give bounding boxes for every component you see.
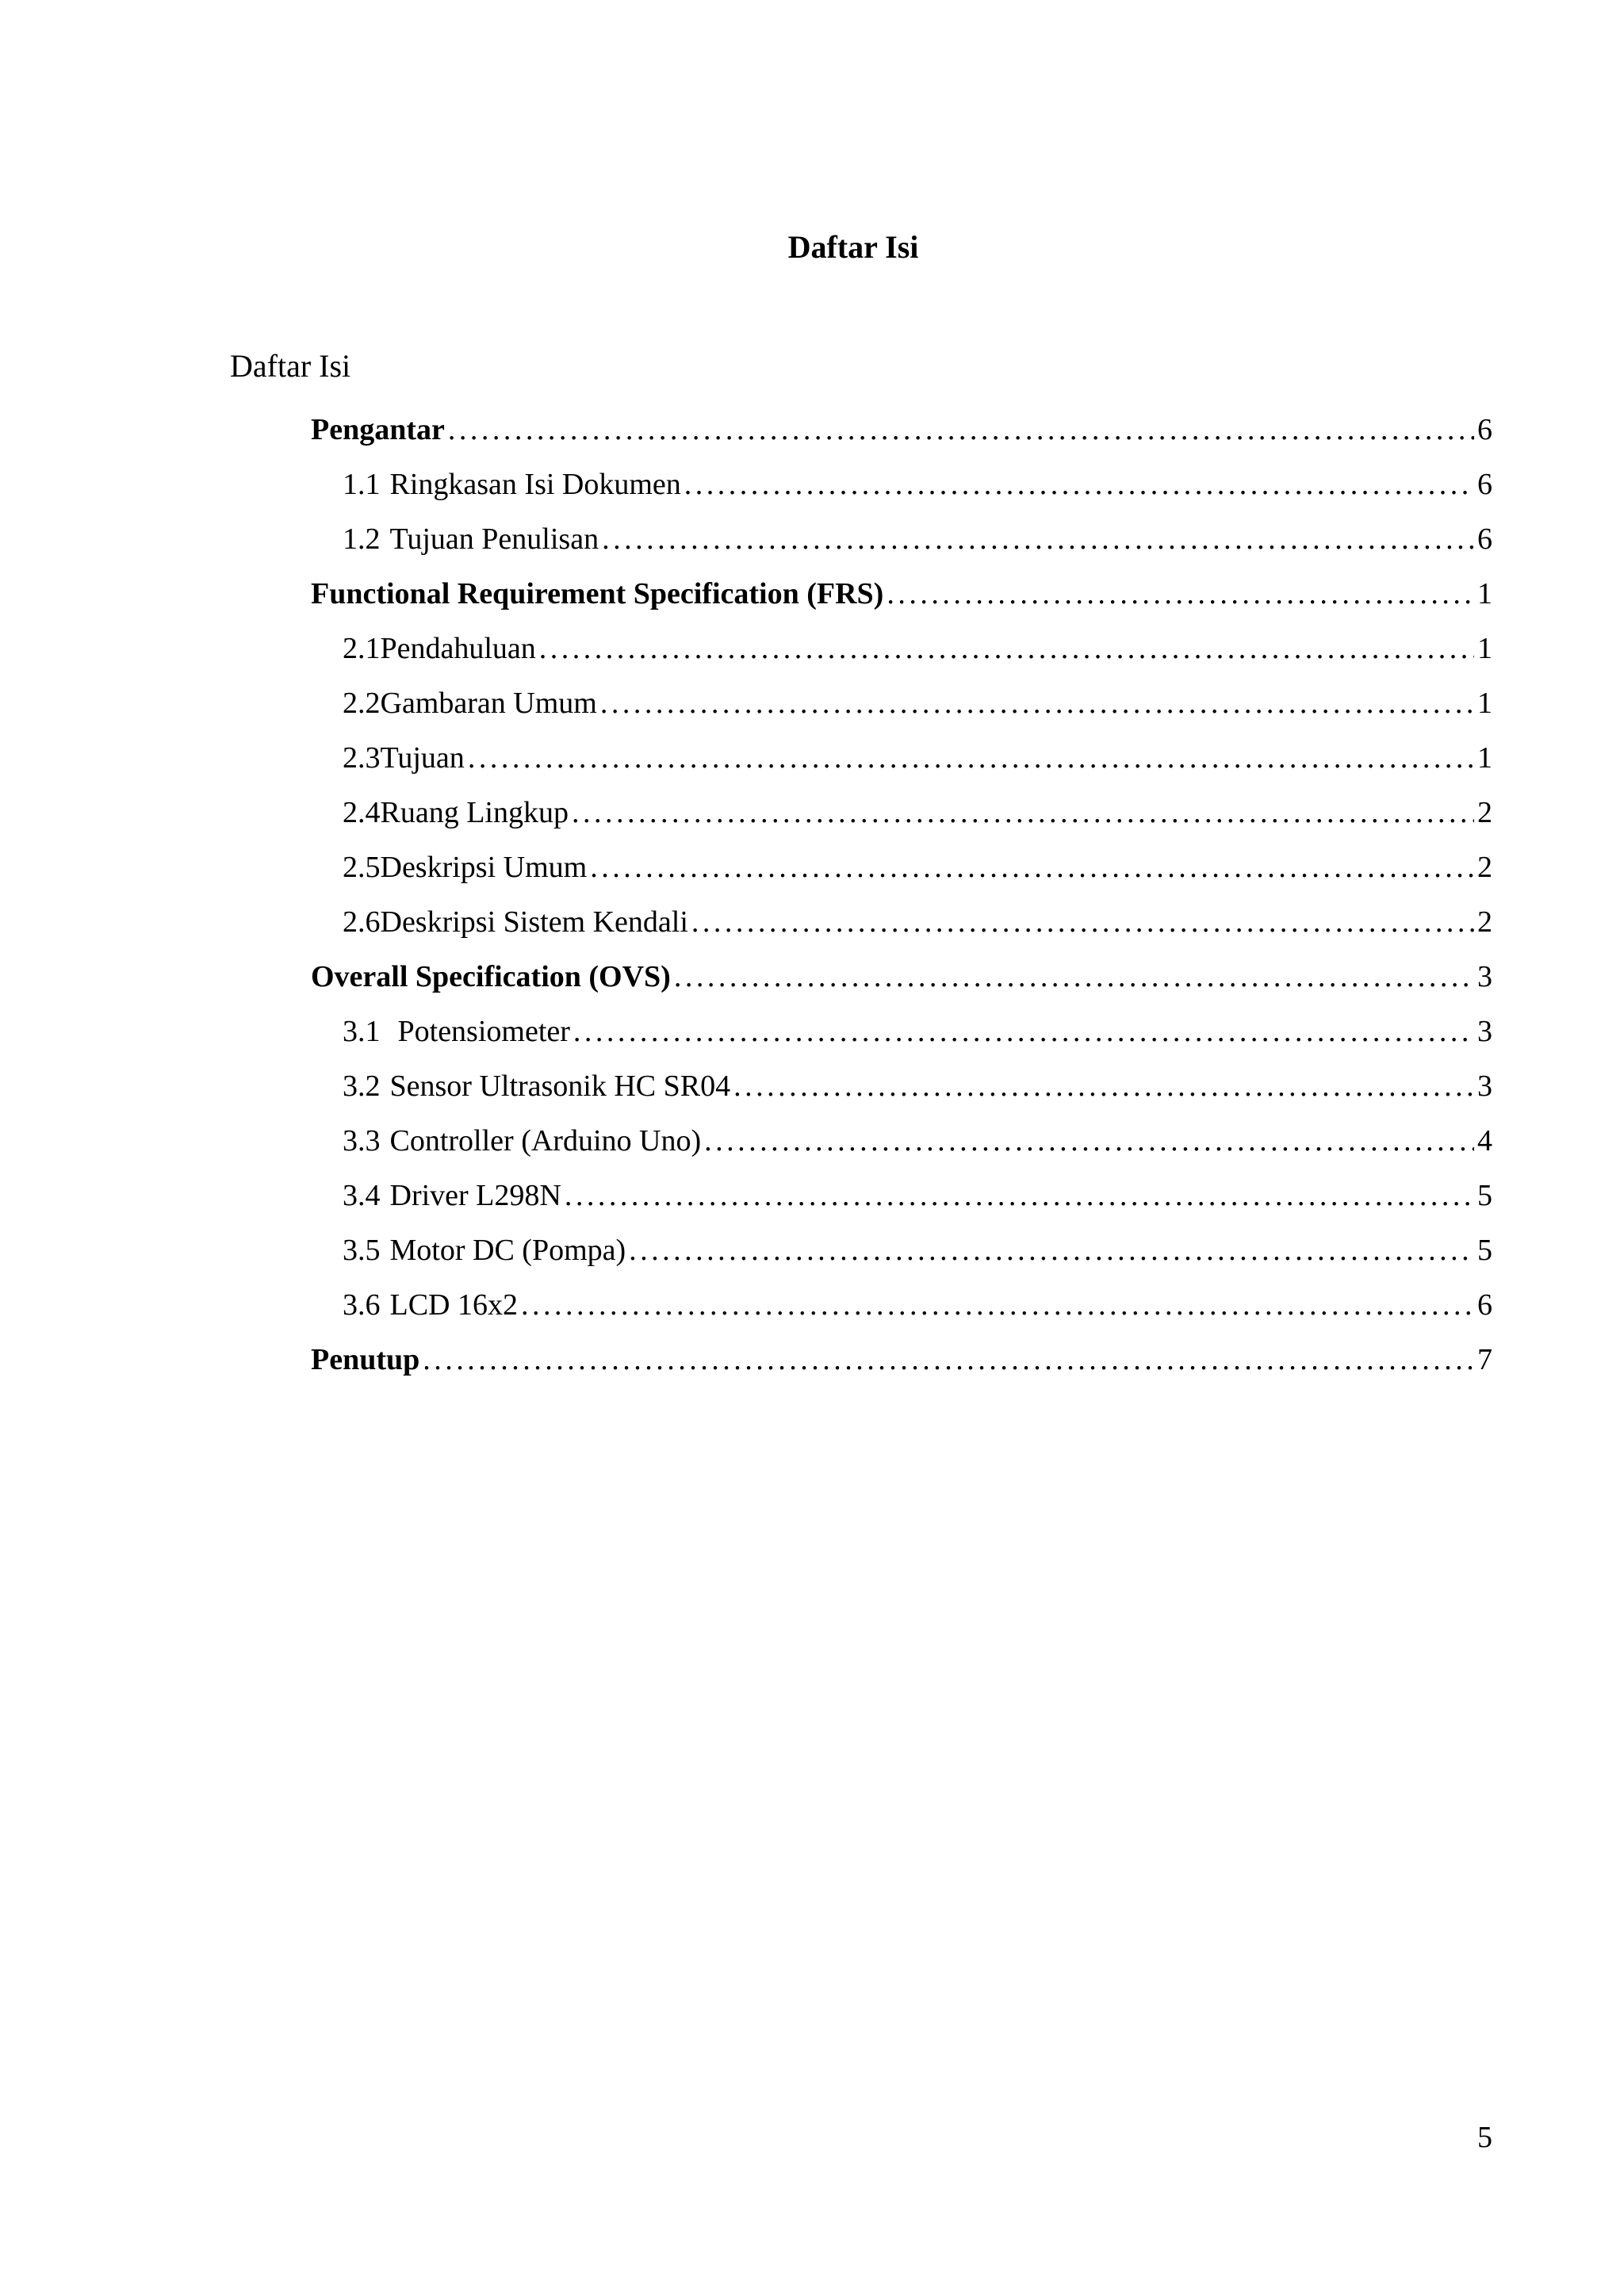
toc-entry-number: 2.3 [343,741,381,775]
page-title: Daftar Isi [787,229,919,265]
toc-dot-leader [704,1122,1474,1160]
toc-entry-page: 7 [1477,1343,1492,1376]
toc-entry-title: Tujuan [380,741,465,775]
toc-dot-leader [691,903,1474,941]
toc-entry-page: 2 [1477,905,1492,939]
toc-entry[interactable] [343,1012,1492,1050]
toc-entry-number: 2.6 [343,905,381,939]
toc-entry[interactable] [343,684,1492,722]
toc-entry-number: 2.5 [343,851,381,884]
toc-dot-leader [674,958,1474,996]
toc-entry-title: Motor DC (Pompa) [389,1234,626,1267]
toc-dot-leader [468,739,1474,777]
toc-entry-number: 3.1 [343,1015,381,1048]
toc-entry-page: 2 [1477,851,1492,884]
toc-entry-page: 3 [1477,1015,1492,1048]
toc-entry-page: 6 [1477,468,1492,501]
toc-entry-title: Sensor Ultrasonik HC SR04 [389,1070,731,1103]
toc-entry-title: Gambaran Umum [380,687,597,720]
toc-entry-title: Penutup [311,1343,420,1376]
toc-entry-number: 3.3 [343,1124,381,1158]
toc-entry[interactable] [343,1122,1492,1160]
toc-entry-title: Functional Requirement Specification (FRS) [311,577,884,610]
toc-entry-page: 3 [1477,1070,1492,1103]
toc-entry-title: Driver L298N [389,1179,561,1212]
toc-entry[interactable] [343,629,1492,668]
toc-dot-leader [629,1231,1474,1269]
toc-entry-page: 3 [1477,960,1492,993]
toc-entry[interactable] [343,465,1492,503]
toc-entry[interactable] [343,520,1492,558]
toc-entry-title: Potensiometer [397,1015,570,1048]
toc-entry-page: 4 [1477,1124,1492,1158]
toc-dot-leader [423,1341,1474,1379]
toc-dot-leader [539,629,1474,668]
toc-entry-page: 1 [1477,632,1492,665]
toc-entry-page: 6 [1477,1288,1492,1322]
toc-entry[interactable] [343,794,1492,832]
toc-dot-leader [448,411,1474,449]
toc-entry-title: Ruang Lingkup [380,796,569,829]
toc-entry-page: 1 [1477,577,1492,610]
toc-dot-leader [590,848,1474,886]
toc-entry-page: 2 [1477,796,1492,829]
toc-entry[interactable] [343,1067,1492,1105]
toc-entry-page: 6 [1477,413,1492,446]
toc-entry-number: 2.4 [343,796,381,829]
toc-entry[interactable] [343,739,1492,777]
toc-dot-leader [684,465,1474,503]
toc-dot-leader [565,1177,1474,1215]
toc-entry[interactable] [343,1177,1492,1215]
toc-entry-number: 1.1 [343,468,381,501]
toc-entry[interactable] [343,848,1492,886]
toc-entry-title: Deskripsi Umum [380,851,588,884]
toc-entry-title: Tujuan Penulisan [389,522,599,556]
toc-entry-title: Deskripsi Sistem Kendali [380,905,688,939]
toc-heading: Daftar Isi [230,348,351,384]
toc-dot-leader [521,1286,1474,1324]
toc-entry-number: 3.4 [343,1179,381,1212]
toc-entry[interactable] [311,411,1492,449]
toc-entry-page: 1 [1477,741,1492,775]
toc-dot-leader [602,520,1474,558]
toc-entry-number: 2.2 [343,687,381,720]
toc-entry[interactable] [343,903,1492,941]
toc-entry[interactable] [311,575,1492,613]
toc-entry-title: Ringkasan Isi Dokumen [389,468,681,501]
toc-entry-page: 6 [1477,522,1492,556]
toc-dot-leader [887,575,1474,613]
toc-entry-number: 3.2 [343,1070,381,1103]
toc-entry-number: 2.1 [343,632,381,665]
toc-dot-leader [733,1067,1474,1105]
toc-entry-title: Pengantar [311,413,445,446]
toc-entry-page: 1 [1477,687,1492,720]
toc-entry-title: Overall Specification (OVS) [311,960,671,993]
toc-dot-leader [573,1012,1474,1050]
toc-entry-number: 1.2 [343,522,381,556]
toc-entry-number: 3.5 [343,1234,381,1267]
toc-entry-page: 5 [1477,1179,1492,1212]
toc-entry[interactable] [311,1341,1492,1379]
toc-entry[interactable] [343,1231,1492,1269]
toc-entry-title: LCD 16x2 [389,1288,518,1322]
toc-entry[interactable] [343,1286,1492,1324]
toc-dot-leader [572,794,1474,832]
toc-entry-title: Controller (Arduino Uno) [389,1124,702,1158]
toc-dot-leader [600,684,1474,722]
toc-entry-number: 3.6 [343,1288,381,1322]
toc-entry-title: Pendahuluan [380,632,536,665]
toc-entry-page: 5 [1477,1234,1492,1267]
page-number: 5 [1477,2121,1492,2154]
toc-entry[interactable] [311,958,1492,996]
